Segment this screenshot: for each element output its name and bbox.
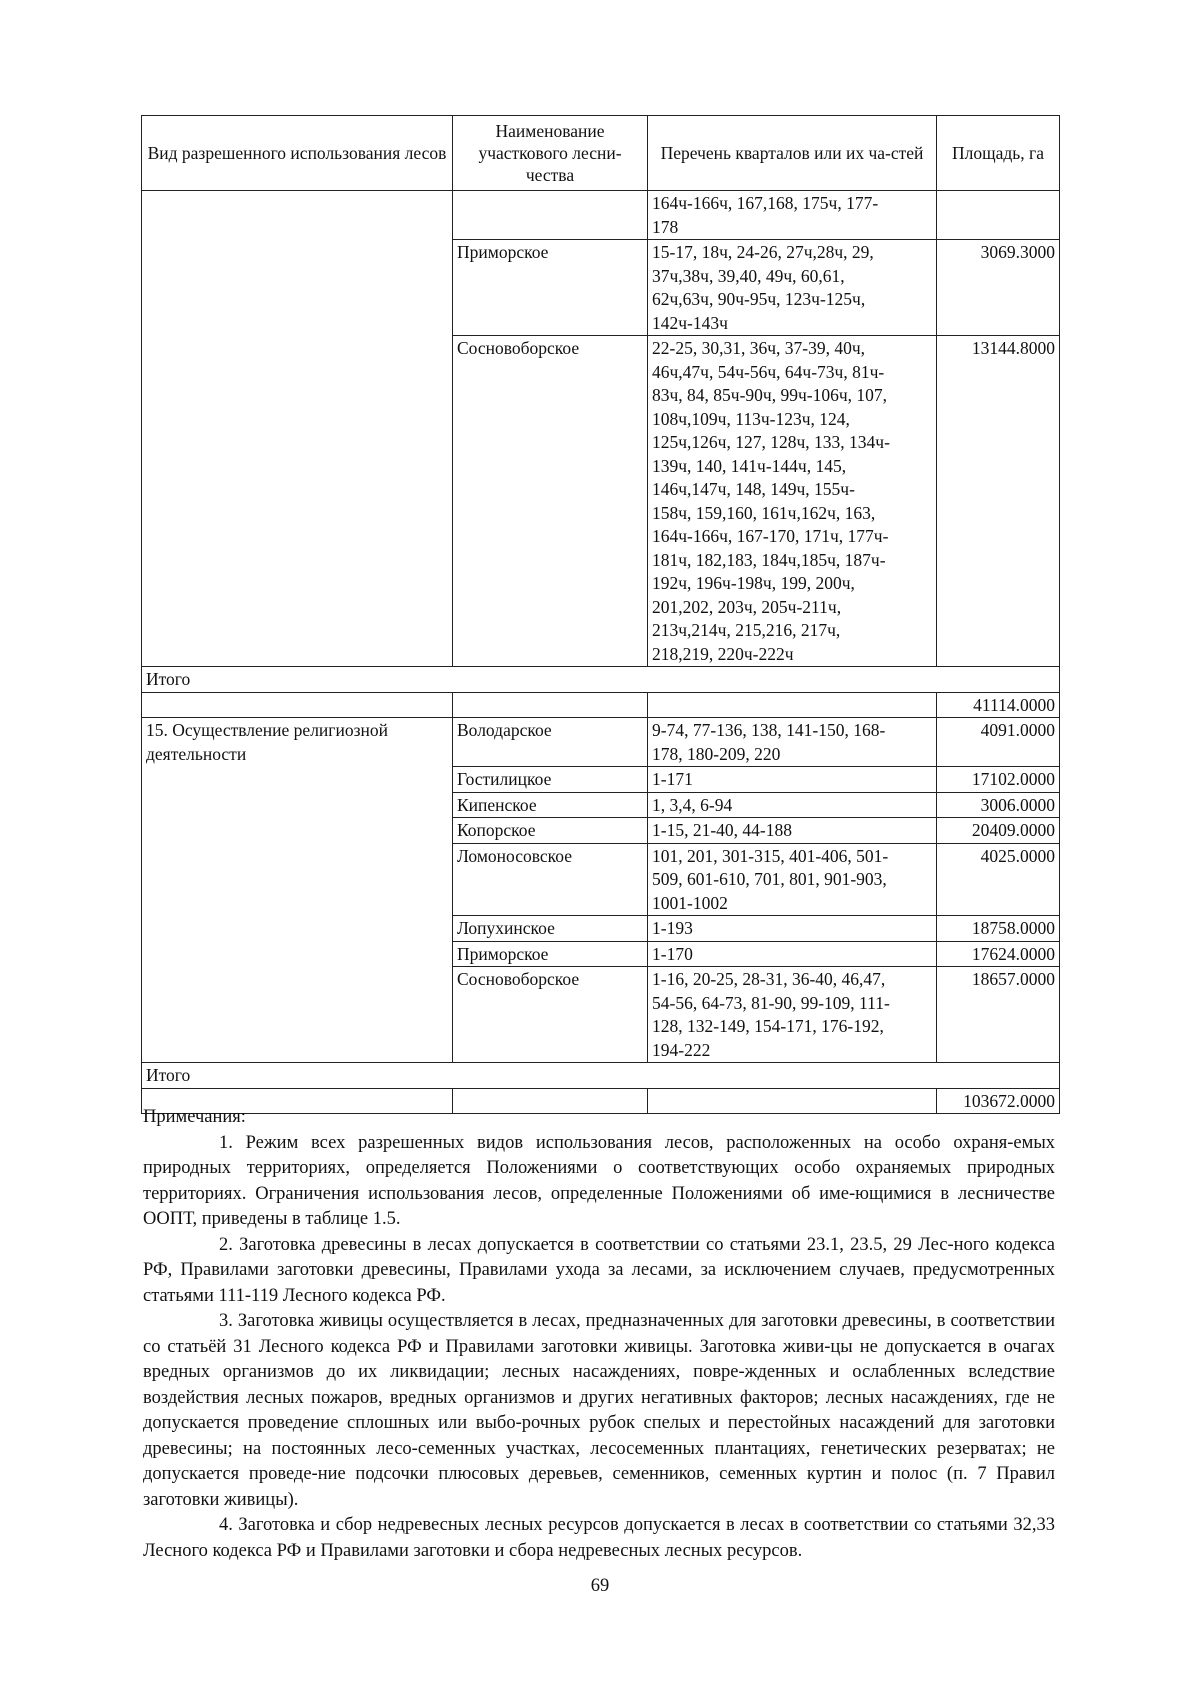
forestry-cell: Гостилицкое [453, 767, 648, 793]
quarters-cell: 1-193 [648, 916, 937, 942]
area-cell: 17102.0000 [937, 767, 1060, 793]
area-cell: 3069.3000 [937, 240, 1060, 336]
page-number: 69 [590, 1576, 610, 1596]
quarters-cell: 1-15, 21-40, 44-188 [648, 818, 937, 844]
total-label: Итого [142, 667, 1060, 693]
area-cell: 18657.0000 [937, 967, 1060, 1063]
note-item: 1. Режим всех разрешенных видов использования лесов, расположенных на особо охраня-емых природных территориях, определяется Положениями о соответствующих особо охраняемых природных территориях. Ограничения использования лесов, определенные Положениями об име-ющимися в лесничестве ООПТ, приведены в таблице 1.5. [143, 1132, 1055, 1229]
total-label: Итого [142, 1063, 1060, 1089]
forestry-cell: Копорское [453, 818, 648, 844]
empty-cell [648, 692, 937, 718]
total-label-row [142, 667, 1060, 693]
area-cell: 4025.0000 [937, 843, 1060, 916]
table-row [142, 718, 1060, 767]
quarters-cell: 1, 3,4, 6-94 [648, 792, 937, 818]
empty-cell [142, 692, 453, 718]
total-area: 103672.0000 [937, 1088, 1060, 1114]
table-header-row [142, 116, 1060, 191]
area-cell: 20409.0000 [937, 818, 1060, 844]
forestry-cell: Приморское [453, 941, 648, 967]
forestry-cell: Сосновоборское [453, 967, 648, 1063]
quarters-cell: 15-17, 18ч, 24-26, 27ч,28ч, 29, 37ч,38ч, 39,40, 49ч, 60,61, 62ч,63ч, 90ч-95ч, 123ч-125ч, 142ч-143ч [648, 240, 937, 336]
quarters-cell: 164ч-166ч, 167,168, 175ч, 177- 178 [648, 191, 937, 240]
area-cell: 4091.0000 [937, 718, 1060, 767]
forestry-cell: Володарское [453, 718, 648, 767]
area-cell [937, 191, 1060, 240]
quarters-cell: 9-74, 77-136, 138, 141-150, 168- 178, 180-209, 220 [648, 718, 937, 767]
forestry-cell [453, 191, 648, 240]
total-area: 41114.0000 [937, 692, 1060, 718]
area-cell: 13144.8000 [937, 336, 1060, 667]
area-cell: 18758.0000 [937, 916, 1060, 942]
forestry-cell: Сосновоборское [453, 336, 648, 667]
forestry-cell: Кипенское [453, 792, 648, 818]
forestry-cell: Ломоносовское [453, 843, 648, 916]
note-item: 4. Заготовка и сбор недревесных лесных ресурсов допускается в лесах в соответствии со статьями 32,33 Лесного кодекса РФ и Правилами заготовки и сбора недревесных лесных ресурсов. [143, 1515, 1055, 1561]
note-item: 3. Заготовка живицы осуществляется в лесах, предназначенных для заготовки древесины, в соответствии со статьёй 31 Лесного кодекса РФ и Правилами заготовки живицы. Заготовка живи-цы не допускается в очагах вредных организмов до их ликвидации; лесных насаждениях, повре-жденных и ослабленных вследствие воздействия лесных пожаров, вредных организмов и других негативных факторов; лесных насаждениях, где не допускается проведение сплошных или выбо-рочных рубок спелых и перестойных насаждений для заготовки древесины; на постоянных лесо-семенных участках, лесосеменных плантациях, генетических резерватах; не допускается проведе-ние подсочки плюсовых деревьев, семенников, семенных куртин и полос (п. 7 Правил заготовки живицы). [143, 1311, 1055, 1510]
area-cell: 17624.0000 [937, 941, 1060, 967]
header-forestry: Наименование участкового лесни-чества [453, 116, 648, 191]
quarters-cell: 22-25, 30,31, 36ч, 37-39, 40ч, 46ч,47ч, 54ч-56ч, 64ч-73ч, 81ч- 83ч, 84, 85ч-90ч, 99ч-106ч, 107, 108ч,109ч, 113ч-123ч, 124, 125ч,126ч, 127, 128ч, 133, 134ч- 139ч, 140, 141ч-144ч, 145, 146ч,147ч, 148, 149ч, 155ч- 158ч, 159,160, 161ч,162ч, 163, 164ч-166ч, 167-170, 171ч, 177ч- 181ч, 182,183, 184ч,185ч, 187ч- 192ч, 196ч-198ч, 199, 200ч, 201,202, 203ч, 205ч-211ч, 213ч,214ч, 215,216, 217ч, 218,219, 220ч-222ч [648, 336, 937, 667]
table-row [142, 191, 1060, 240]
quarters-cell: 1-16, 20-25, 28-31, 36-40, 46,47, 54-56, 64-73, 81-90, 99-109, 111- 128, 132-149, 154-171, 176-192, 194-222 [648, 967, 937, 1063]
use-type-cell: 15. Осуществление религиозной деятельности [142, 718, 453, 1063]
area-cell: 3006.0000 [937, 792, 1060, 818]
notes-section [143, 1105, 1055, 1564]
forestry-cell: Приморское [453, 240, 648, 336]
quarters-cell: 101, 201, 301-315, 401-406, 501- 509, 601-610, 701, 801, 901-903, 1001-1002 [648, 843, 937, 916]
forestry-cell: Лопухинское [453, 916, 648, 942]
quarters-cell: 1-170 [648, 941, 937, 967]
header-quarters: Перечень кварталов или их ча-стей [648, 116, 937, 191]
header-use-type: Вид разрешенного использования лесов [142, 116, 453, 191]
total-label-row [142, 1063, 1060, 1089]
empty-cell [453, 692, 648, 718]
total-row [142, 692, 1060, 718]
use-type-cell [142, 191, 453, 667]
quarters-cell: 1-171 [648, 767, 937, 793]
header-area: Площадь, га [937, 116, 1060, 191]
notes-heading: Примечания: [143, 1107, 246, 1127]
note-item: 2. Заготовка древесины в лесах допускается в соответствии со статьями 23.1, 23.5, 29 Лес-ного кодекса РФ, Правилами заготовки древесины, Правилами ухода за лесами, за исключением случаев, предусмотренных статьями 111-119 Лесного кодекса РФ. [143, 1234, 1055, 1306]
forest-use-table [141, 115, 1060, 1114]
